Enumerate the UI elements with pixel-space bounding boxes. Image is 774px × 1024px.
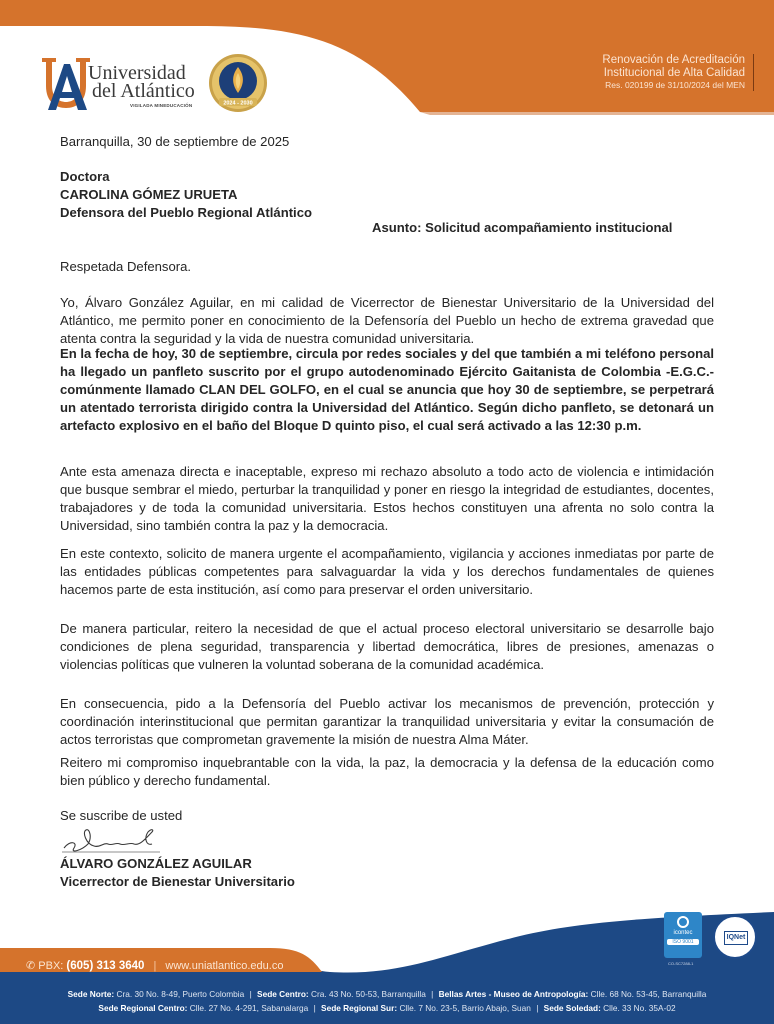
website-link[interactable]: www.uniatlantico.edu.co bbox=[165, 960, 284, 972]
paragraph-request: En este contexto, solicito de manera urgente el acompañamiento, vigilancia y acciones inmediatas por parte de las entidades públicas competentes para salvaguardar la vida y los derechos fundamentales de quienes hacemos parte de esta institución, así como para preservar el orden universitario. bbox=[60, 546, 714, 597]
sede-address: Clle. 33 No. 35A-02 bbox=[603, 1003, 676, 1013]
separator: | bbox=[313, 1003, 316, 1013]
closing-phrase: Se suscribe de usted bbox=[60, 808, 183, 823]
addressee-block bbox=[60, 168, 312, 222]
sede-address: Clle. 27 No. 4-291, Sabanalarga bbox=[189, 1003, 309, 1013]
signer-position: Vicerrector de Bienestar Universitario bbox=[60, 874, 295, 889]
paragraph-consequence: En consecuencia, pido a la Defensoría del Pueblo activar los mecanismos de prevención, protección y coordinación interinstitucional que permitan garantizar la tranquilidad universitaria y evitar la consumación de actos terroristas que comprometan gravemente la misión de nuestra Alma Máter. bbox=[60, 696, 714, 747]
sede-address: Clle. 68 No. 53-45, Barranquilla bbox=[590, 989, 707, 999]
iqnet-label: IQNet bbox=[724, 931, 748, 945]
handwritten-signature-icon bbox=[60, 820, 170, 856]
phone-icon: ✆ bbox=[26, 960, 36, 972]
svg-text:2024 - 2030: 2024 - 2030 bbox=[223, 100, 253, 107]
paragraph-electoral-process: De manera particular, reitero la necesidad de que el actual proceso electoral universitario se desarrolle bajo condiciones de plena seguridad, transparencia y libertad democrática, libres de presiones, amenazas o violencias políticas que vulneren la voluntad soberana de la comunidad académica. bbox=[60, 621, 714, 672]
accreditation-line2: Institucional de Alta Calidad bbox=[603, 67, 745, 79]
separator: | bbox=[431, 989, 434, 999]
sede-name: Sede Soledad: bbox=[543, 1003, 601, 1013]
letter-subject: Asunto: Solicitud acompañamiento institucional bbox=[372, 220, 673, 235]
addressee-title: Doctora bbox=[60, 169, 110, 184]
separator: | bbox=[153, 960, 157, 972]
signer-name: ÁLVARO GONZÁLEZ AGUILAR bbox=[60, 856, 252, 871]
sede-address: Cra. 30 No. 8-49, Puerto Colombia bbox=[116, 989, 245, 999]
accreditation-notice bbox=[602, 54, 754, 91]
sede-name: Sede Regional Centro: bbox=[98, 1003, 188, 1013]
icontec-code: CO-SC7288-1 bbox=[668, 961, 694, 966]
sede-address: Clle. 7 No. 23-5, Barrio Abajo, Suan bbox=[399, 1003, 531, 1013]
accreditation-seal-icon bbox=[207, 53, 269, 113]
accreditation-line1: Renovación de Acreditación bbox=[602, 54, 745, 66]
addressee-name: CAROLINA GÓMEZ URUETA bbox=[60, 187, 238, 202]
paragraph-threat-description: En la fecha de hoy, 30 de septiembre, circula por redes sociales y del que también a mi teléfono personal ha llegado un panfleto suscrito por el grupo autodenominado Ejército Gaitanista de Colombia -E.G.C.- comúnmente llamado CLAN DEL GOLFO, en el cual se anuncia que hoy 30 de septiembre, se perpetrará un atentado terrorista dirigido contra la Universidad del Atlántico. Según dicho panfleto, se detonará un artefacto explosivo en el baño del Bloque D quinto piso, el cual será activado a las 12:30 p.m. bbox=[60, 346, 714, 433]
addressee-position: Defensora del Pueblo Regional Atlántico bbox=[60, 205, 312, 220]
icontec-certification-badge bbox=[664, 912, 702, 958]
logo-name-line1: Universidad bbox=[88, 62, 186, 84]
separator: | bbox=[249, 989, 252, 999]
logo-tagline: VIGILADA MINEDUCACIÓN bbox=[130, 103, 193, 108]
ua-monogram-icon bbox=[40, 56, 92, 112]
pbx-label: PBX: bbox=[38, 960, 64, 972]
sede-name: Bellas Artes - Museo de Antropología: bbox=[438, 989, 589, 999]
sede-address: Cra. 43 No. 50-53, Barranquilla bbox=[311, 989, 426, 999]
accreditation-resolution: Res. 020199 de 31/10/2024 del MEN bbox=[605, 80, 745, 90]
logo-name-line2: del Atlántico bbox=[92, 80, 195, 102]
separator: | bbox=[536, 1003, 539, 1013]
iqnet-certification-badge bbox=[713, 915, 757, 959]
university-logo bbox=[40, 52, 200, 114]
salutation: Respetada Defensora. bbox=[60, 259, 192, 274]
letter-date: Barranquilla, 30 de septiembre de 2025 bbox=[60, 134, 290, 149]
icontec-logo-icon bbox=[677, 916, 689, 928]
paragraph-commitment: Reitero mi compromiso inquebrantable con la vida, la paz, la democracia y la defensa de la educación como bien público y derecho fundamental. bbox=[60, 755, 714, 788]
addresses-line1 bbox=[0, 987, 774, 1001]
signer-block bbox=[60, 855, 295, 891]
sede-name: Sede Norte: bbox=[67, 989, 115, 999]
addresses-line2 bbox=[0, 1001, 774, 1015]
contact-line bbox=[26, 959, 283, 972]
campus-addresses bbox=[0, 987, 774, 1015]
paragraph-introduction: Yo, Álvaro González Aguilar, en mi calidad de Vicerrector de Bienestar Universitario de la Universidad del Atlántico, me permito poner en conocimiento de la Defensoría del Pueblo un hecho de extrema gravedad que atenta contra la seguridad y la vida de nuestra comunidad universitaria. bbox=[60, 295, 714, 346]
icontec-label: icontec bbox=[673, 930, 693, 936]
iso-label: ISO 9001 bbox=[667, 939, 699, 945]
sede-name: Sede Centro: bbox=[257, 989, 309, 999]
pbx-number[interactable]: (605) 313 3640 bbox=[66, 960, 145, 972]
sede-name: Sede Regional Sur: bbox=[321, 1003, 398, 1013]
paragraph-rejection: Ante esta amenaza directa e inaceptable, expreso mi rechazo absoluto a todo acto de violencia e intimidación que busque sembrar el miedo, perturbar la tranquilidad y poner en riesgo la integridad de estudiantes, docentes, trabajadores y de toda la comunidad universitaria. Estos hechos constituyen una afrenta no solo contra la Universidad, sino también contra la paz y la democracia. bbox=[60, 464, 714, 533]
